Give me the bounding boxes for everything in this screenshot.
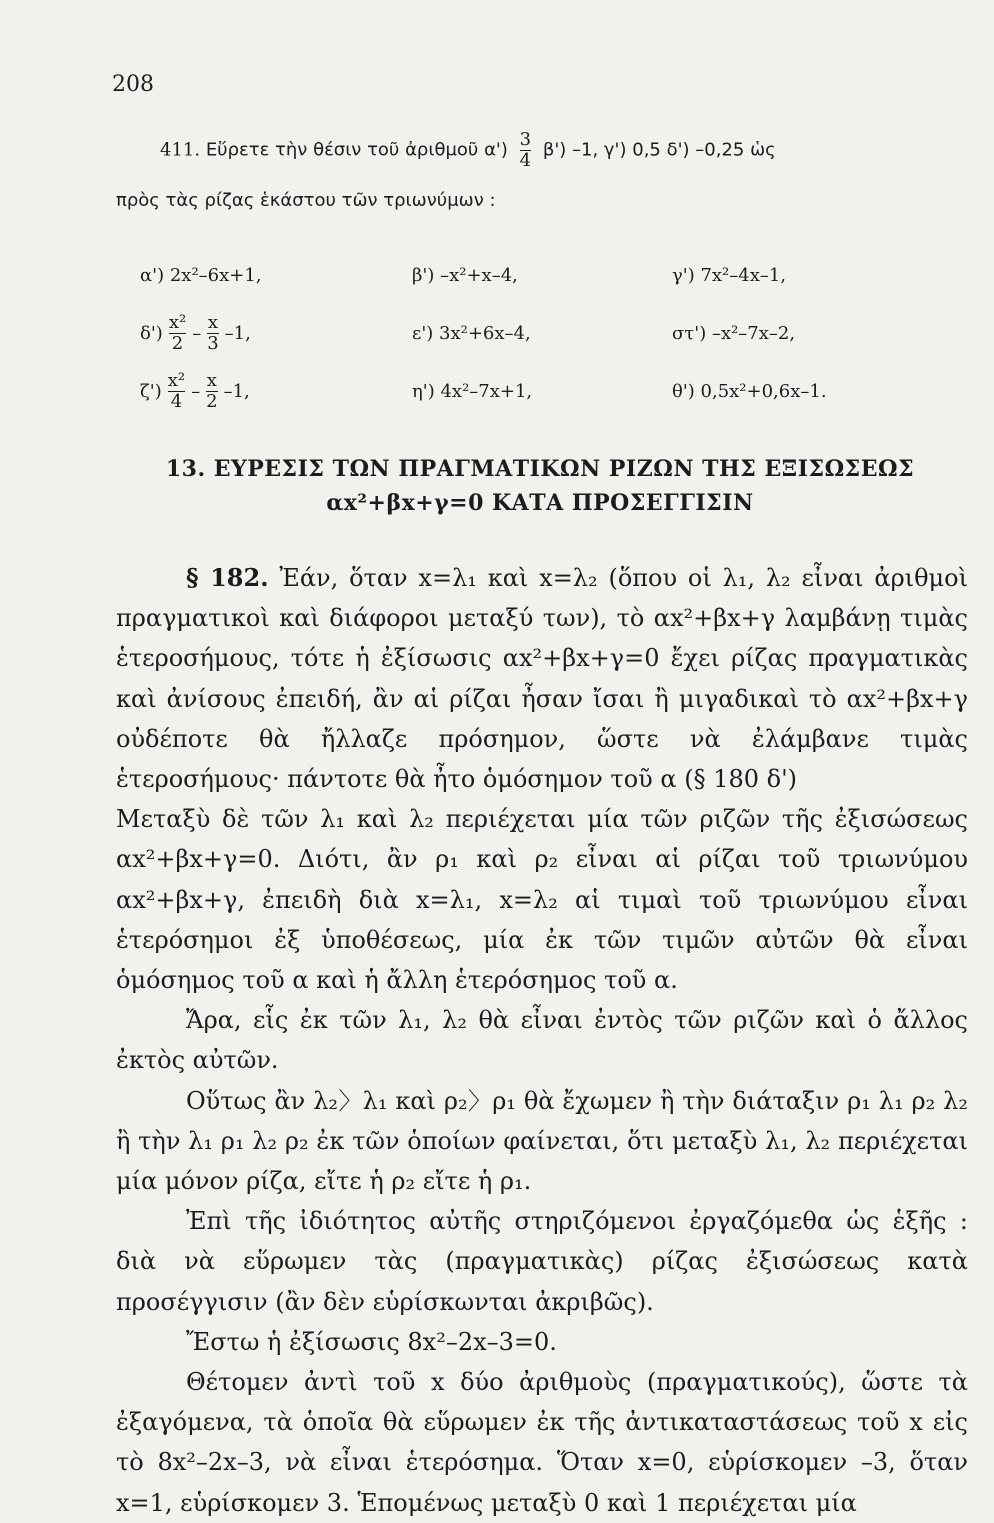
- trinomial-d: δ') $\frac{\text{x²}}{2}$ – $\frac{x}{3}$ –1,: [140, 311, 251, 354]
- fraction-numerator: x²: [168, 311, 187, 333]
- exercise-number: 411.: [160, 139, 201, 161]
- fraction-denominator: 4: [519, 150, 532, 171]
- trinomial-label: δ'): [140, 322, 163, 344]
- trinomial-tail: –1,: [224, 322, 251, 344]
- paragraph-3: Ἄρα, εἷς ἐκ τῶν λ₁, λ₂ θὰ εἶναι ἐντὸς τῶν ριζῶν καὶ ὁ ἄλλος ἐκτὸς αὐτῶν.: [116, 1006, 968, 1075]
- trinomial-th: θ') 0,5x²+0,6x–1.: [672, 380, 827, 402]
- paragraph-2: Μεταξὺ δὲ τῶν λ₁ καὶ λ₂ περιέχεται μία τῶν ριζῶν τῆς ἐξισώσεως αx²+βx+γ=0. Διότι, ἂν ρ₁ καὶ ρ₂ εἶναι αἱ ρίζαι τοῦ τριωνύμου αx²+βx+γ, ἐπειδὴ διὰ x=λ₁, x=λ₂ αἱ τιμαὶ τοῦ τριωνύμου εἶναι ἑτερόσημοι ἐξ ὑποθέσεως, μία ἐκ τῶν τιμῶν αὐτῶν θὰ εἶναι ὁμόσημος τοῦ α καὶ ἡ ἄλλη ἑτερόσημος τοῦ α.: [116, 805, 968, 995]
- paragraph-text: Ἐάν, ὅταν x=λ₁ καὶ x=λ₂ (ὅπου οἱ λ₁, λ₂ εἶναι ἀριθμοὶ πραγματικοὶ καὶ διάφοροι μεταξύ των), τὸ αx²+βx+γ λαμβάνῃ τιμὰς ἑτεροσήμους, τότε ἡ ἐξίσωσις αx²+βx+γ=0 ἔχει ρίζας πραγματικὰς καὶ ἀνίσους ἐπειδή, ἂν αἱ ρίζαι ἦσαν ἴσαι ἢ μιγαδικαὶ τὸ αx²+βx+γ οὐδέποτε θὰ ἤλλαζε πρόσημον, ὥστε νὰ ἐλάμβανε τιμὰς ἑτεροσήμους· πάντοτε θὰ ἦτο ὁμόσημον τοῦ α (§ 180 δ'): [116, 564, 968, 794]
- exercise-intro: Εὕρετε τὴν θέσιν τοῦ ἀριθμοῦ α'): [205, 139, 508, 161]
- trinomial-b: β') –x²+x–4,: [412, 264, 518, 286]
- fraction: [207, 313, 218, 354]
- fraction: [168, 371, 185, 412]
- trinomial-tail: –1,: [223, 380, 250, 402]
- section-body: [116, 558, 968, 1523]
- fraction-denominator: 2: [206, 390, 218, 412]
- fraction-denominator: 3: [207, 332, 219, 354]
- trinomial-row: [140, 362, 900, 420]
- fraction: [206, 371, 217, 412]
- fraction-numerator: x: [206, 369, 217, 391]
- paragraph-5: Ἐπὶ τῆς ἰδιότητος αὐτῆς στηριζόμενοι ἐργαζόμεθα ὡς ἑξῆς : διὰ νὰ εὕρωμεν τὰς (πραγματικὰς) ρίζας ἐξισώσεως κατὰ προσέγγισιν (ἂν δὲν εὑρίσκωνται ἀκριβῶς).: [116, 1207, 968, 1316]
- exercise-line2: πρὸς τὰς ρίζας ἑκάστου τῶν τριωνύμων :: [116, 190, 496, 211]
- trinomial-row: [140, 304, 900, 362]
- trinomial-st: στ') –x²–7x–2,: [672, 322, 796, 344]
- section-heading-line1: 13. ΕΥΡΕΣΙΣ ΤΩΝ ΠΡΑΓΜΑΤΙΚΩΝ ΡΙΖΩΝ ΤΗΣ ΕΞΙΣΩΣΕΩΣ: [165, 456, 915, 482]
- trinomial-z: ζ') $\frac{\text{x²}}{4}$ – $\frac{x}{2}$ –1,: [140, 369, 250, 412]
- paragraph-4: Οὕτως ἂν λ₂〉λ₁ καὶ ρ₂〉ρ₁ θὰ ἔχωμεν ἢ τὴν διάταξιν ρ₁ λ₁ ρ₂ λ₂ ἢ τὴν λ₁ ρ₁ λ₂ ρ₂ ἐκ τῶν ὁποίων φαίνεται, ὅτι μεταξὺ λ₁, λ₂ περιέχεται μία μόνον ρίζα, εἴτε ἡ ρ₂ εἴτε ἡ ρ₁.: [116, 1086, 968, 1196]
- fraction-numerator: x²: [167, 369, 186, 391]
- paragraph-1: [116, 558, 968, 799]
- fraction-numerator: 3: [519, 129, 532, 150]
- page-number: 208: [112, 72, 154, 97]
- exercise-411: [160, 130, 960, 171]
- trinomial-c: γ') 7x²–4x–1,: [672, 264, 787, 286]
- fraction-denominator: 4: [168, 391, 185, 412]
- trinomial-a: α') 2x²–6x+1,: [140, 264, 262, 286]
- fraction-denominator: 2: [169, 333, 186, 354]
- fraction-numerator: x: [207, 311, 218, 333]
- paragraph-7: Θέτομεν ἀντὶ τοῦ x δύο ἀριθμοὺς (πραγματικούς), ὥστε τὰ ἐξαγόμενα, τὰ ὁποῖα θὰ εὕρωμεν ἐκ τῆς ἀντικαταστάσεως τοῦ x εἰς τὸ 8x²–2x–3, νὰ εἶναι ἑτερόσημα. Ὅταν x=0, εὑρίσκομεν –3, ὅταν x=1, εὑρίσκομεν 3. Ἑπομένως μεταξὺ 0 καὶ 1 περιέχεται μία: [116, 1368, 968, 1517]
- trinomial-h: η') 4x²–7x+1,: [412, 380, 533, 402]
- trinomial-row: [140, 246, 900, 304]
- trinomial-e: ε') 3x²+6x–4,: [412, 322, 531, 344]
- trinomial-label: ζ'): [140, 380, 162, 402]
- paragraph-number: § 182.: [186, 563, 269, 592]
- section-heading-line2: αx²+βx+γ=0 ΚΑΤΑ ΠΡΟΣΕΓΓΙΣΙΝ: [326, 490, 754, 516]
- trinomial-list: [140, 246, 900, 420]
- exercise-rest: β') –1, γ') 0,5 δ') –0,25 ὡς: [542, 139, 776, 161]
- section-heading: [110, 452, 970, 520]
- paragraph-6: Ἔστω ἡ ἐξίσωσις 8x²–2x–3=0.: [186, 1327, 557, 1356]
- fraction: [169, 313, 186, 354]
- fraction-three-quarters: [520, 130, 531, 171]
